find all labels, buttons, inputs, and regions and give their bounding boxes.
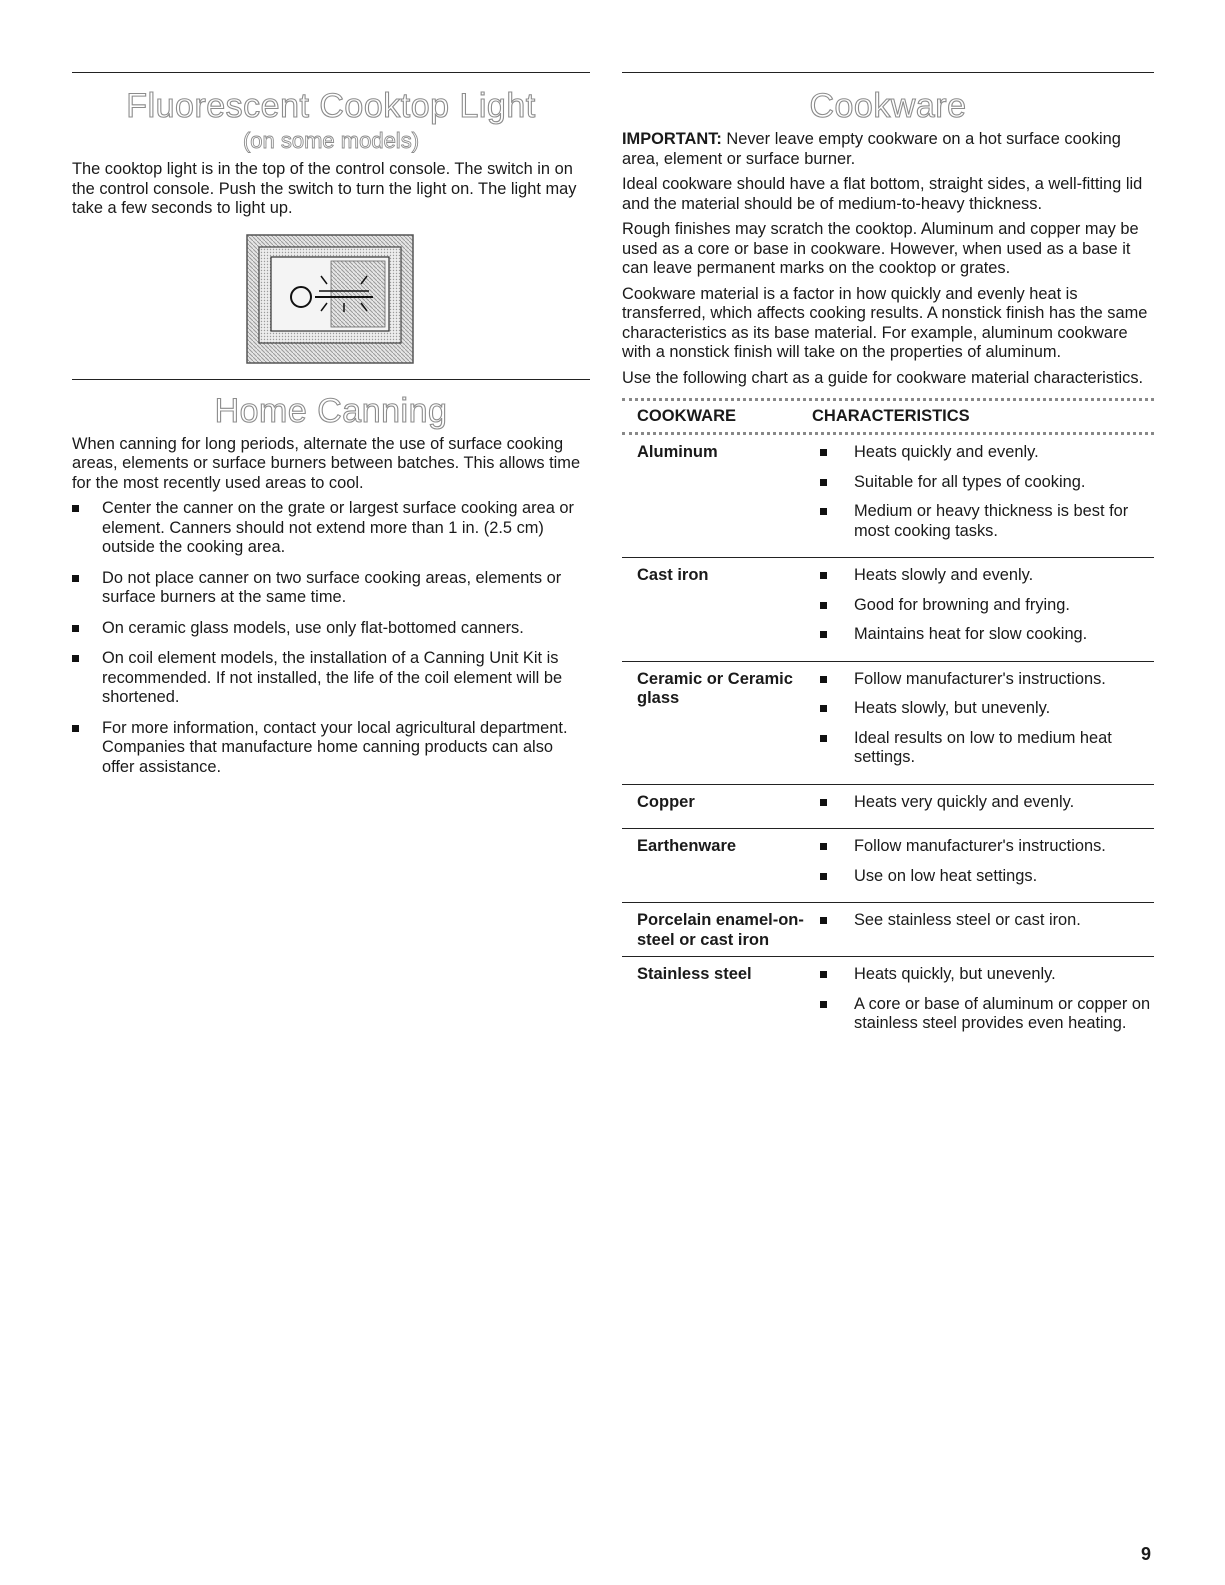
cookware-name: Ceramic or Ceramic glass <box>637 669 793 707</box>
list-item: Center the canner on the grate or largest surface cooking area or element. Canners should not extend more than 1 in. (2.5 cm) outside the cooking area. <box>72 499 590 558</box>
canning-heading: Home Canning <box>214 391 448 430</box>
list-item: Maintains heat for slow cooking. <box>812 625 1154 645</box>
table-row <box>622 785 1154 830</box>
column-header-cookware: COOKWARE <box>637 407 736 425</box>
list-item: Follow manufacturer's instructions. <box>812 670 1154 690</box>
list-item: Heats slowly and evenly. <box>812 566 1154 586</box>
characteristics-cell <box>812 443 1154 551</box>
list-item: Medium or heavy thickness is best for most cooking tasks. <box>812 502 1154 541</box>
important-text: Never leave empty cookware on a hot surface cooking area, element or surface burner. <box>622 130 1121 168</box>
light-paragraph: The cooktop light is in the top of the control console. The switch in on the control console. Push the switch to turn the light on. The light may take a few seconds to light up. <box>72 160 577 217</box>
table-row <box>622 957 1154 1050</box>
page-number: 9 <box>1140 1544 1151 1564</box>
characteristics-cell <box>812 793 1154 823</box>
characteristics-list <box>812 670 1154 768</box>
characteristics-list <box>812 566 1154 645</box>
list-item: On ceramic glass models, use only flat-bottomed canners. <box>72 619 590 639</box>
canning-bullets <box>72 499 590 777</box>
cookware-heading: Cookware <box>809 87 967 125</box>
list-item: Do not place canner on two surface cooking areas, elements or surface burners at the same time. <box>72 569 590 608</box>
table-row <box>622 903 1154 957</box>
light-switch-illustration <box>245 233 417 367</box>
table-row <box>622 662 1154 785</box>
canning-intro: When canning for long periods, alternate the use of surface cooking areas, elements or surface burners between batches. This allows time for the most recently used areas to cool. <box>72 434 581 492</box>
top-rule <box>622 72 1154 73</box>
characteristics-cell <box>812 837 1154 896</box>
light-heading: Fluorescent Cooktop Light <box>126 87 536 125</box>
list-item: Heats quickly and evenly. <box>812 443 1154 463</box>
characteristics-cell <box>812 911 1154 950</box>
cookware-paragraph: Use the following chart as a guide for cookware material characteristics. <box>622 368 1144 387</box>
cookware-name: Cast iron <box>637 566 709 584</box>
cookware-name: Porcelain enamel-on-steel or cast iron <box>637 911 804 949</box>
cookware-name: Copper <box>637 792 695 811</box>
list-item: Suitable for all types of cooking. <box>812 473 1154 493</box>
cookware-paragraph: Ideal cookware should have a flat bottom, straight sides, a well-fitting lid and the material should be of medium-to-heavy thickness. <box>622 175 1143 213</box>
list-item: Follow manufacturer's instructions. <box>812 837 1154 857</box>
characteristics-cell <box>812 670 1154 778</box>
list-item: See stainless steel or cast iron. <box>812 911 1154 931</box>
cookware-paragraph: Cookware material is a factor in how quickly and evenly heat is transferred, which affects cooking results. A nonstick finish has the same characteristics as its base material. For example, aluminum cookware with a nonstick finish will take on the properties of aluminum. <box>622 284 1148 361</box>
table-row <box>622 558 1154 662</box>
important-label: IMPORTANT: <box>622 130 722 148</box>
characteristics-list <box>812 793 1154 813</box>
characteristics-cell <box>812 965 1154 1044</box>
column-header-characteristics: CHARACTERISTICS <box>812 407 970 425</box>
list-item: Ideal results on low to medium heat settings. <box>812 729 1154 768</box>
table-body <box>622 435 1154 1050</box>
table-row <box>622 829 1154 903</box>
list-item: For more information, contact your local agricultural department. Companies that manufacture home canning products can also offer assistance. <box>72 719 590 778</box>
cookware-name: Aluminum <box>637 443 718 461</box>
important-paragraph <box>622 130 1154 169</box>
cookware-name: Earthenware <box>637 837 737 855</box>
light-subheading: (on some models) <box>242 128 420 153</box>
list-item: Heats slowly, but unevenly. <box>812 699 1154 719</box>
list-item: Heats quickly, but unevenly. <box>812 965 1154 985</box>
characteristics-list <box>812 837 1154 886</box>
section-rule <box>72 379 590 380</box>
characteristics-list <box>812 965 1154 1034</box>
table-row <box>622 435 1154 558</box>
list-item: On coil element models, the installation of a Canning Unit Kit is recommended. If not installed, the life of the coil element will be shortened. <box>72 649 590 708</box>
right-column <box>622 72 1154 1050</box>
list-item: Good for browning and frying. <box>812 596 1154 616</box>
characteristics-cell <box>812 566 1154 655</box>
characteristics-list <box>812 911 1154 931</box>
left-column <box>72 72 590 788</box>
cookware-table <box>622 398 1154 1050</box>
list-item: A core or base of aluminum or copper on stainless steel provides even heating. <box>812 995 1154 1034</box>
cookware-name: Stainless steel <box>637 965 752 983</box>
table-header <box>622 398 1154 435</box>
list-item: Heats very quickly and evenly. <box>812 793 1154 813</box>
characteristics-list <box>812 443 1154 541</box>
cookware-paragraph: Rough finishes may scratch the cooktop. Aluminum and copper may be used as a core or base in cookware. However, when used as a base it can leave permanent marks on the cooktop or grates. <box>622 220 1139 277</box>
list-item: Use on low heat settings. <box>812 867 1154 887</box>
top-rule <box>72 72 590 73</box>
